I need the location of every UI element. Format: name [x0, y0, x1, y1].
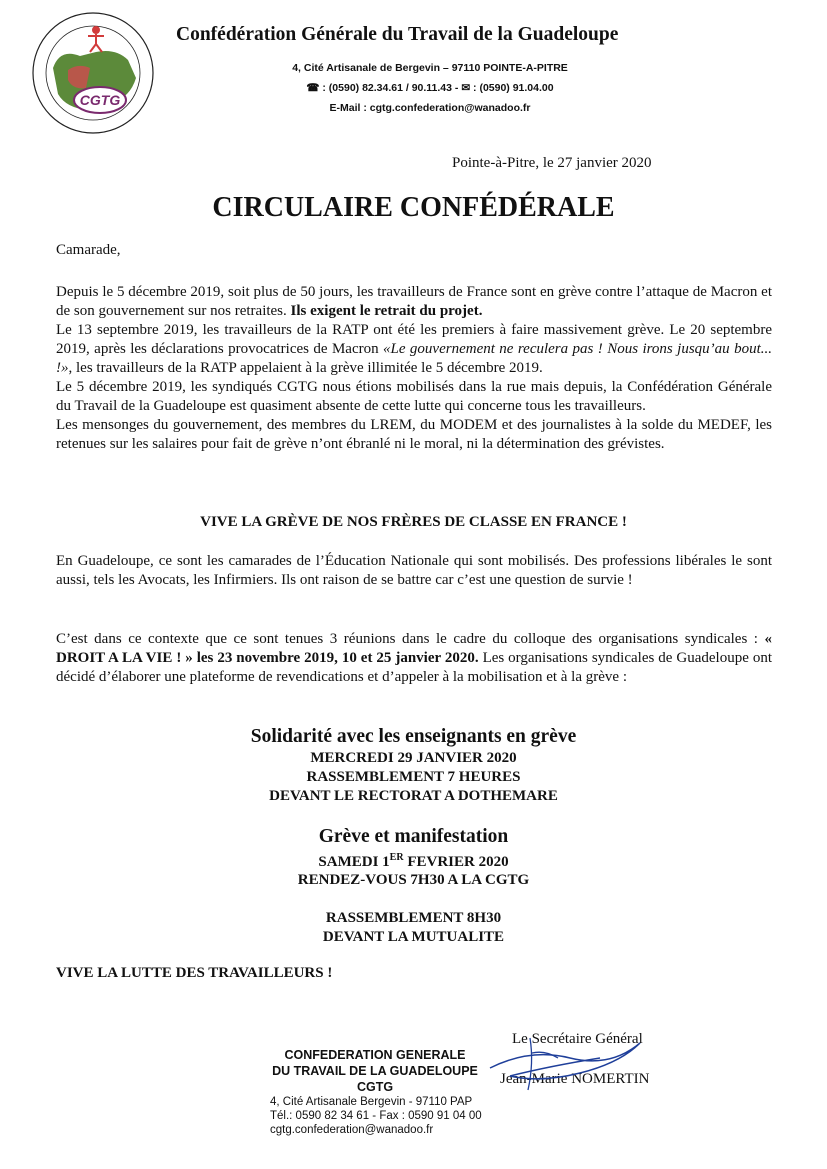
- slogan-france: VIVE LA GRÈVE DE NOS FRÈRES DE CLASSE EN FRANCE !: [200, 514, 627, 530]
- document-title: CIRCULAIRE CONFÉDÉRALE: [212, 192, 615, 223]
- event-3-place: DEVANT LA MUTUALITE: [322, 929, 505, 945]
- event-1-place: DEVANT LE RECTORAT A DOTHEMARE: [269, 788, 558, 804]
- logo-text: CGTG: [79, 92, 121, 108]
- handwritten-signature: [470, 1028, 670, 1098]
- body-block-1: [56, 283, 772, 454]
- event-3-time: RASSEMBLEMENT 8H30: [325, 910, 502, 926]
- header-email: E-Mail : cgtg.confederation@wanadoo.fr: [329, 102, 531, 114]
- event-2-title: Grève et manifestation: [318, 826, 509, 847]
- salutation: Camarade,: [56, 242, 121, 258]
- paragraph-3: Le 5 décembre 2019, les syndiqués CGTG nous étions mobilisés dans la rue mais depuis, la Confédération Générale du Travail de la Guadeloupe est quasiment absente de cette lutte qui concerne tous les travailleurs.: [56, 379, 772, 414]
- paragraph-6: C’est dans ce contexte que ce sont tenues 3 réunions dans le cadre du colloque des organisations syndicales : « DROIT A LA VIE ! » les 23 novembre 2019, 10 et 25 janvier 2020. Les organisations syndicales de Guadeloupe ont décidé d’élaborer une plateforme de revendications et d’appeler à la mobilisation et à la grève :: [56, 631, 772, 685]
- stamp-address: 4, Cité Artisanale Bergevin - 97110 PAP: [270, 1096, 473, 1108]
- signatory-name: Jean-Marie NOMERTIN: [500, 1071, 650, 1087]
- paragraph-4: Les mensonges du gouvernement, des membres du LREM, du MODEM et des journalistes à la solde du MEDEF, les retenues sur les salaires pour fait de grève n’ont ébranlé ni le moral, ni la détermination des grévistes.: [56, 417, 772, 452]
- header-phone: ☎ : (0590) 82.34.61 / 90.11.43 - ✉ : (0590) 91.04.00: [306, 82, 554, 94]
- event-2-meeting: RENDEZ-VOUS 7H30 A LA CGTG: [297, 872, 530, 888]
- stamp-line-2: DU TRAVAIL DE LA GUADELOUPE: [272, 1064, 478, 1078]
- slogan-workers: VIVE LA LUTTE DES TRAVAILLEURS !: [56, 965, 333, 981]
- letter-date: Pointe-à-Pitre, le 27 janvier 2020: [452, 155, 652, 171]
- stamp-line-3: CGTG: [356, 1080, 394, 1094]
- org-name: Confédération Générale du Travail de la Guadeloupe: [176, 24, 619, 45]
- paragraph-2: Le 13 septembre 2019, les travailleurs de la RATP ont été les premiers à faire massivement grève. Le 20 septembre 2019, après les déclarations provocatrices de Macron «Le gouvernement ne reculera pas ! Nous irons jusqu’au bout... !», les travailleurs de la RATP appelaient à la grève illimitée le 5 décembre 2019.: [56, 322, 772, 376]
- stamp-phone: Tél.: 0590 82 34 61 - Fax : 0590 91 04 00: [270, 1110, 482, 1122]
- header-address: 4, Cité Artisanale de Bergevin – 97110 POINTE-A-PITRE: [292, 62, 568, 74]
- event-2-date: SAMEDI 1ER FEVRIER 2020: [318, 852, 509, 870]
- event-1-date: MERCREDI 29 JANVIER 2020: [310, 750, 517, 766]
- stamp-line-1: CONFEDERATION GENERALE: [284, 1048, 466, 1062]
- paragraph-5: En Guadeloupe, ce sont les camarades de l’Éducation Nationale qui sont mobilisés. Des professions libérales le sont aussi, tels les Avocats, les Infirmiers. Ils ont raison de se battre car c’est une question de survie !: [56, 553, 772, 588]
- event-1-title: Solidarité avec les enseignants en grève: [250, 726, 577, 747]
- stamp-email: cgtg.confederation@wanadoo.fr: [270, 1124, 434, 1136]
- paragraph-1: Depuis le 5 décembre 2019, soit plus de 50 jours, les travailleurs de France sont en grève contre l’attaque de Macron et de son gouvernement sur nos retraites. Ils exigent le retrait du projet.: [56, 284, 772, 319]
- cgtg-logo: [18, 8, 168, 138]
- event-1-time: RASSEMBLEMENT 7 HEURES: [306, 769, 521, 785]
- signatory-role: Le Secrétaire Général: [512, 1031, 643, 1047]
